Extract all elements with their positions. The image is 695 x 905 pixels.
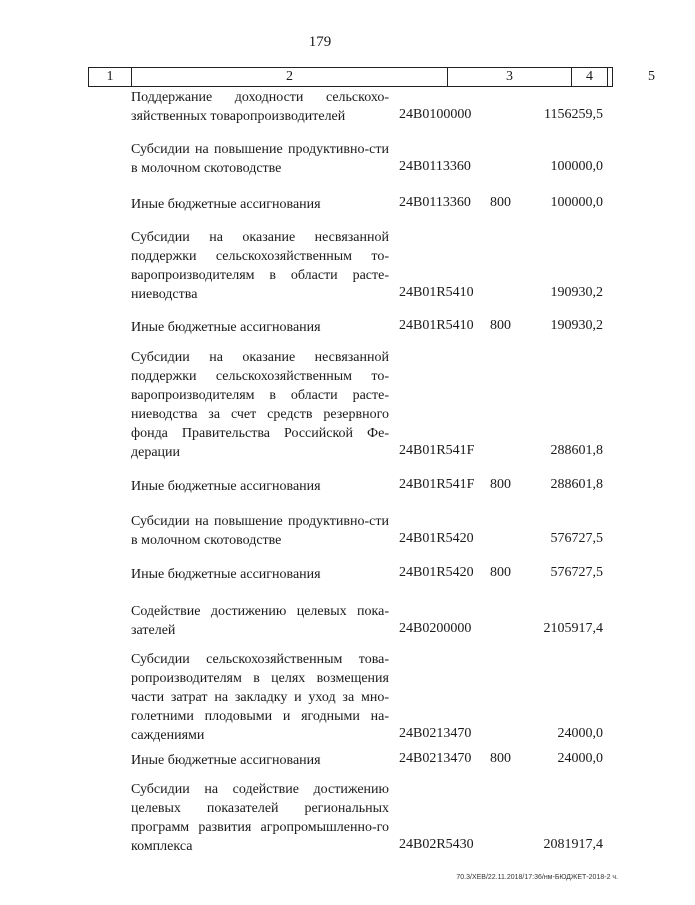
row-code: 24В01R541F bbox=[399, 477, 475, 492]
row-amount: 100000,0 bbox=[550, 159, 603, 174]
row-name: Иные бюджетные ассигнования bbox=[131, 197, 321, 212]
row-vr: 800 bbox=[490, 565, 511, 580]
row-amount: 190930,2 bbox=[550, 318, 603, 333]
row-vr: 800 bbox=[490, 195, 511, 210]
row-name: Субсидии на повышение продуктивно-сти в молочном скотоводстве bbox=[131, 514, 389, 548]
header-col-2: 2 bbox=[131, 68, 447, 86]
header-col-4: 4 bbox=[571, 68, 607, 86]
row-amount: 24000,0 bbox=[557, 726, 603, 741]
row-amount: 2105917,4 bbox=[543, 621, 603, 636]
row-code: 24В01R541F bbox=[399, 443, 475, 458]
row-name: Иные бюджетные ассигнования bbox=[131, 320, 321, 335]
row-vr: 800 bbox=[490, 751, 511, 766]
row-amount: 576727,5 bbox=[550, 565, 603, 580]
row-name: Иные бюджетные ассигнования bbox=[131, 567, 321, 582]
row-amount: 100000,0 bbox=[550, 195, 603, 210]
row-name: Поддержание доходности сельскохо-зяйственных товаропроизводителей bbox=[131, 90, 389, 124]
row-code: 24В0113360 bbox=[399, 159, 471, 174]
header-col-1: 1 bbox=[106, 69, 114, 84]
header-col-5: 5 bbox=[607, 68, 695, 86]
row-amount: 288601,8 bbox=[550, 477, 603, 492]
row-amount: 576727,5 bbox=[550, 531, 603, 546]
row-amount: 2081917,4 bbox=[543, 837, 603, 852]
row-name: Субсидии на повышение продуктивно-сти в молочном скотоводстве bbox=[131, 142, 389, 176]
row-code: 24В01R5410 bbox=[399, 318, 474, 333]
row-code: 24В0213470 bbox=[399, 751, 472, 766]
row-amount: 24000,0 bbox=[557, 751, 603, 766]
row-code: 24В01R5420 bbox=[399, 531, 474, 546]
row-code: 24В0200000 bbox=[399, 621, 472, 636]
row-name: Иные бюджетные ассигнования bbox=[131, 753, 321, 768]
row-amount: 288601,8 bbox=[550, 443, 603, 458]
table-header bbox=[88, 67, 655, 87]
page-number: 179 bbox=[308, 34, 332, 50]
row-code: 24В0100000 bbox=[399, 107, 472, 122]
row-code: 24В01R5410 bbox=[399, 285, 474, 300]
document-footer: 70.3/ХЕВ/22.11.2018/17:36/нм-БЮДЖЕТ-2018-2 ч. bbox=[456, 874, 618, 881]
row-name: Субсидии на содействие достижению целевых показателей региональных программ развития агропромышленно-го комплекса bbox=[131, 782, 389, 854]
row-vr: 800 bbox=[490, 477, 511, 492]
row-vr: 800 bbox=[490, 318, 511, 333]
row-code: 24В0113360 bbox=[399, 195, 471, 210]
row-name: Субсидии на оказание несвязанной поддержки сельскохозяйственным то-варопроизводителям в области расте-ниеводства bbox=[131, 230, 389, 302]
row-name: Содействие достижению целевых пока-зателей bbox=[131, 604, 389, 638]
row-name: Субсидии на оказание несвязанной поддержки сельскохозяйственным то-варопроизводителям в области расте-ниеводства за счет средств резервного фонда Правительства Российской Фе-дерации bbox=[131, 350, 389, 460]
row-name: Иные бюджетные ассигнования bbox=[131, 479, 321, 494]
row-name: Субсидии сельскохозяйственным това-ропроизводителям в целях возмещения части затрат на закладку и уход за мно-голетними плодовыми и ягодными на-саждениями bbox=[131, 652, 389, 743]
row-code: 24В02R5430 bbox=[399, 837, 474, 852]
header-col-3: 3 bbox=[447, 68, 571, 86]
row-code: 24В0213470 bbox=[399, 726, 472, 741]
row-amount: 1156259,5 bbox=[544, 107, 603, 122]
row-amount: 190930,2 bbox=[550, 285, 603, 300]
row-code: 24В01R5420 bbox=[399, 565, 474, 580]
